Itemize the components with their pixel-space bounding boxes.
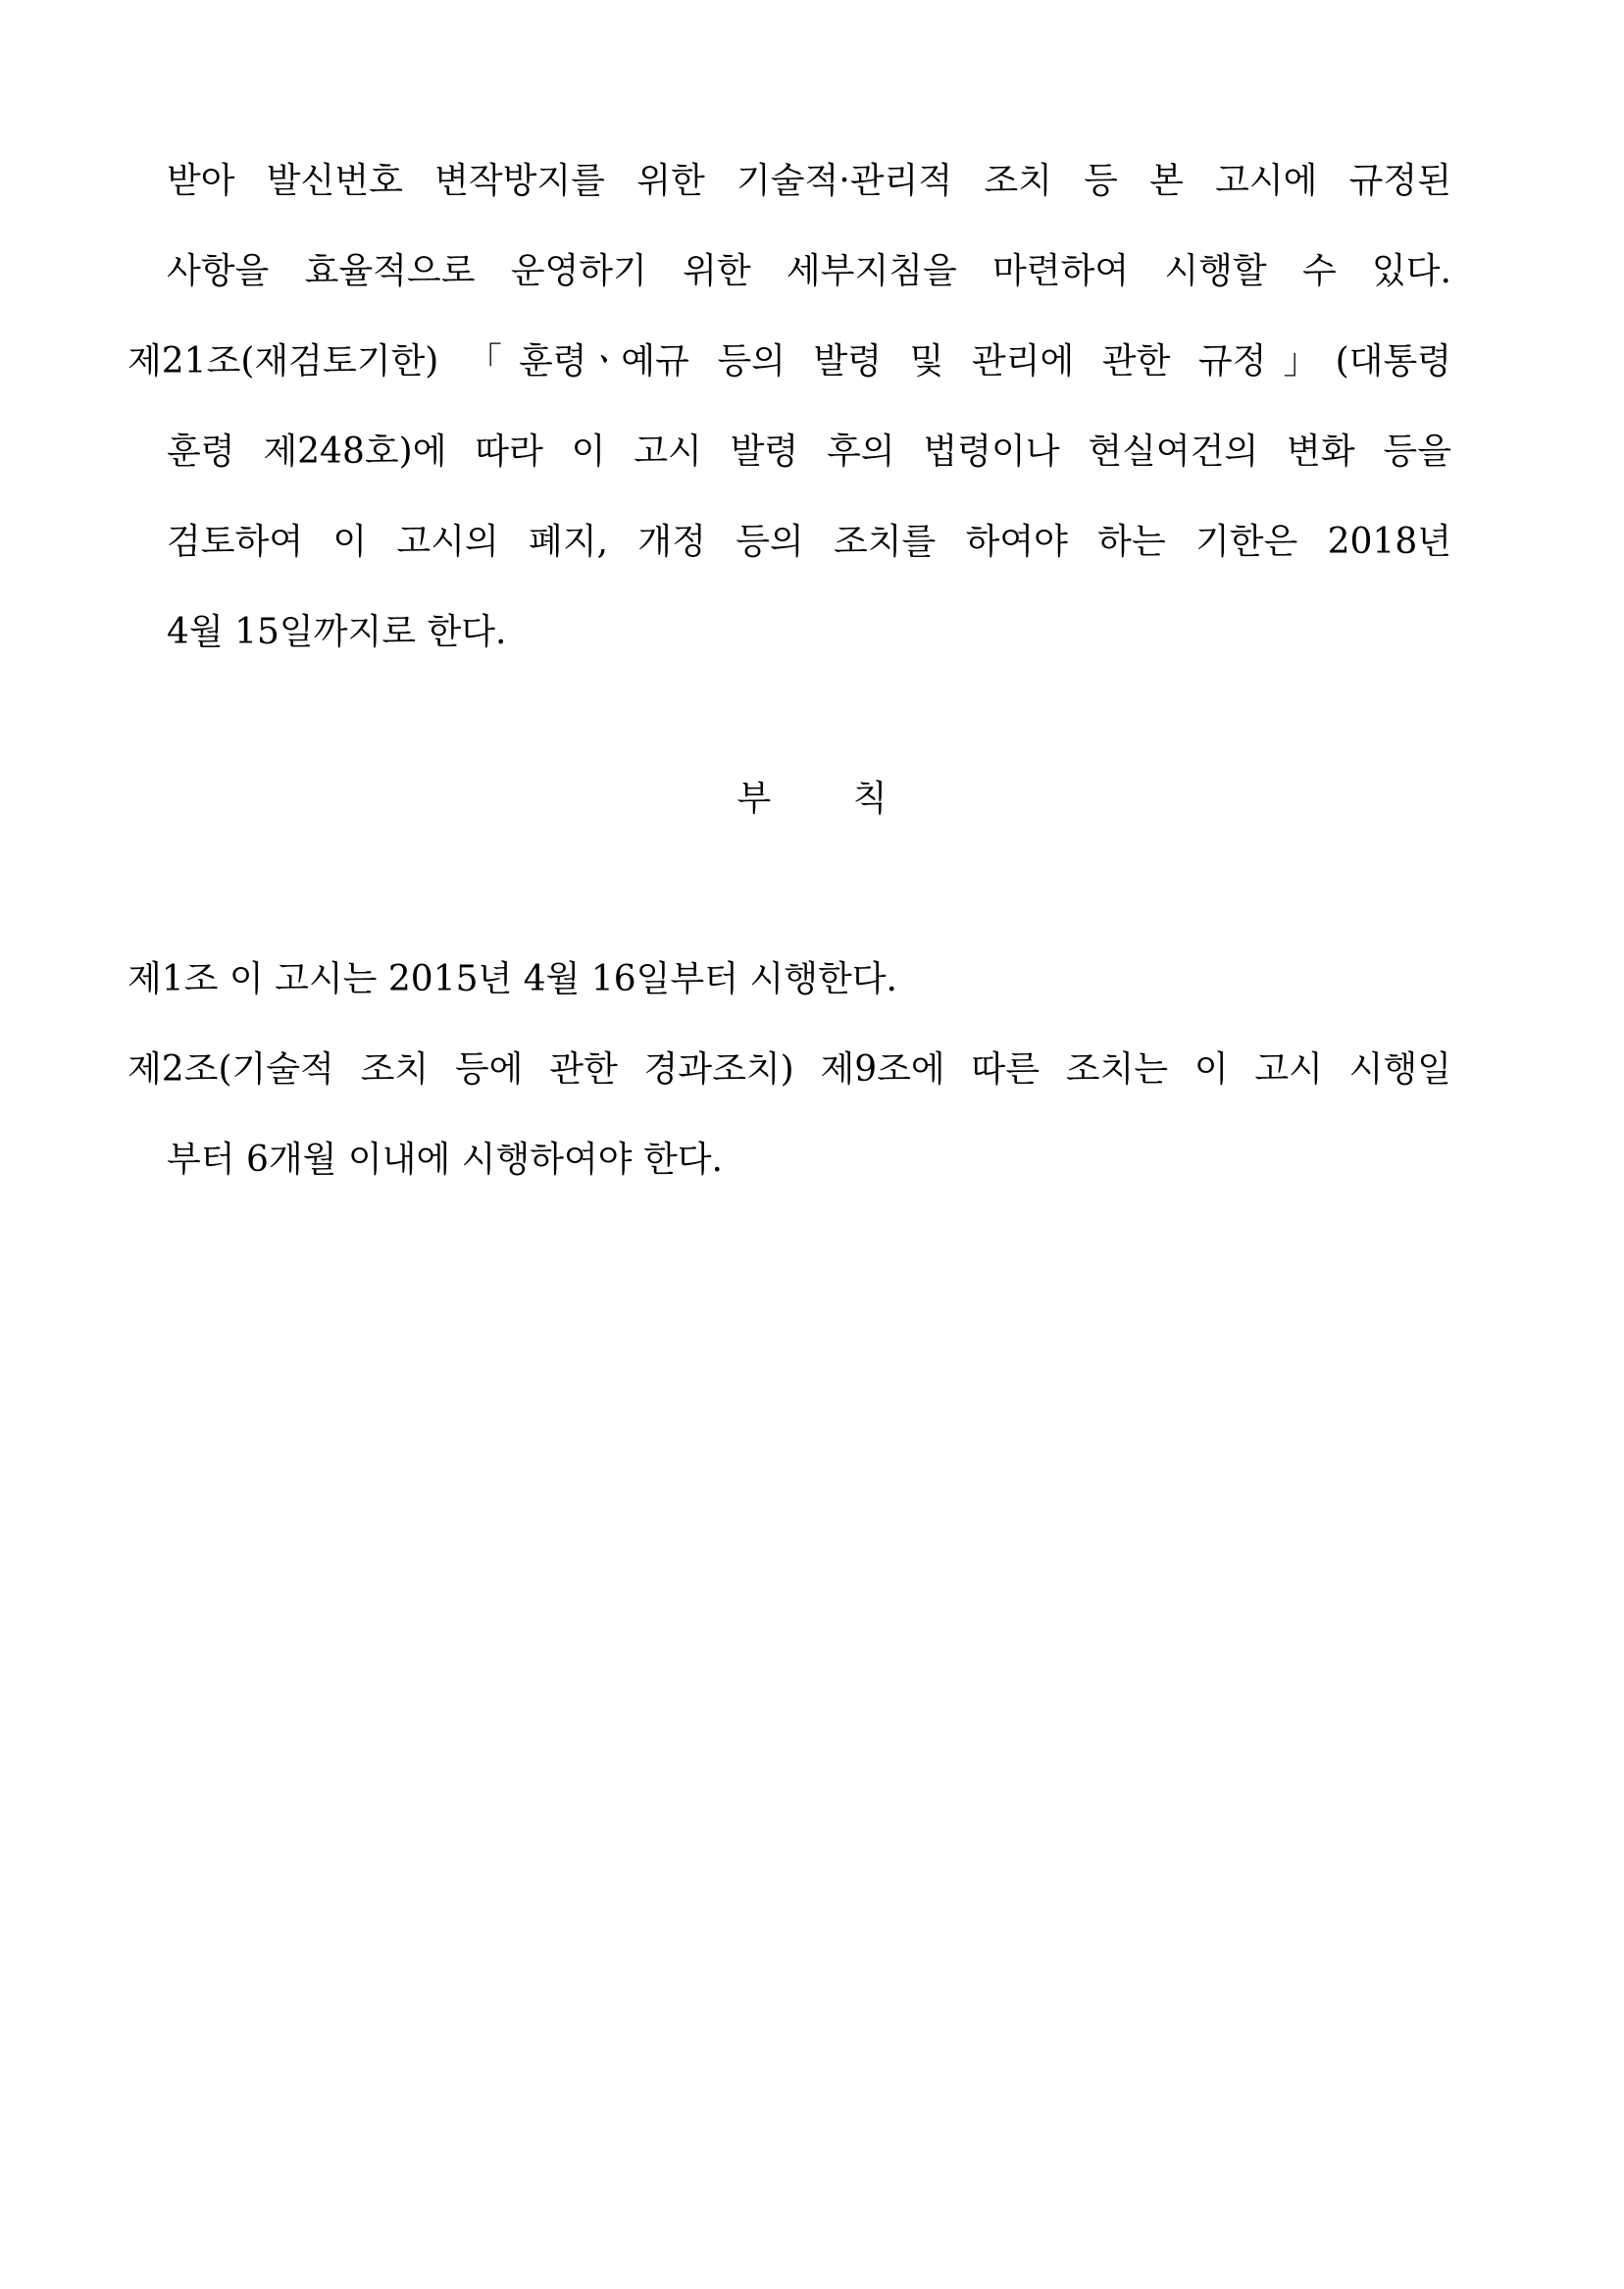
paragraph-line: 사항을 효율적으로 운영하기 위한 세부지침을 마련하여 시행할 수 있다. bbox=[167, 251, 1451, 291]
article-21-heading-line: 제21조(재검토기한) 「훈령ㆍ예규 등의 발령 및 관리에 관한 규정」(대통령 bbox=[127, 341, 1451, 382]
supplementary-article-1: 제1조 이 고시는 2015년 4월 16일부터 시행한다. bbox=[127, 959, 897, 999]
paragraph-line: 훈령 제248호)에 따라 이 고시 발령 후의 법령이나 현실여건의 변화 등을 bbox=[167, 432, 1451, 472]
paragraph-line: 4월 15일까지로 한다. bbox=[167, 612, 507, 652]
supplementary-article-2: 제2조(기술적 조치 등에 관한 경과조치) 제9조에 따른 조치는 이 고시 시행일 bbox=[127, 1049, 1451, 1090]
paragraph-line: 검토하여 이 고시의 폐지, 개정 등의 조치를 하여야 하는 기한은 2018년 bbox=[167, 522, 1451, 562]
paragraph-line: 받아 발신번호 변작방지를 위한 기술적·관리적 조치 등 본 고시에 규정된 bbox=[167, 161, 1451, 201]
paragraph-line: 부터 6개월 이내에 시행하여야 한다. bbox=[167, 1140, 723, 1180]
supplementary-provisions-heading: 부 칙 bbox=[736, 779, 888, 819]
